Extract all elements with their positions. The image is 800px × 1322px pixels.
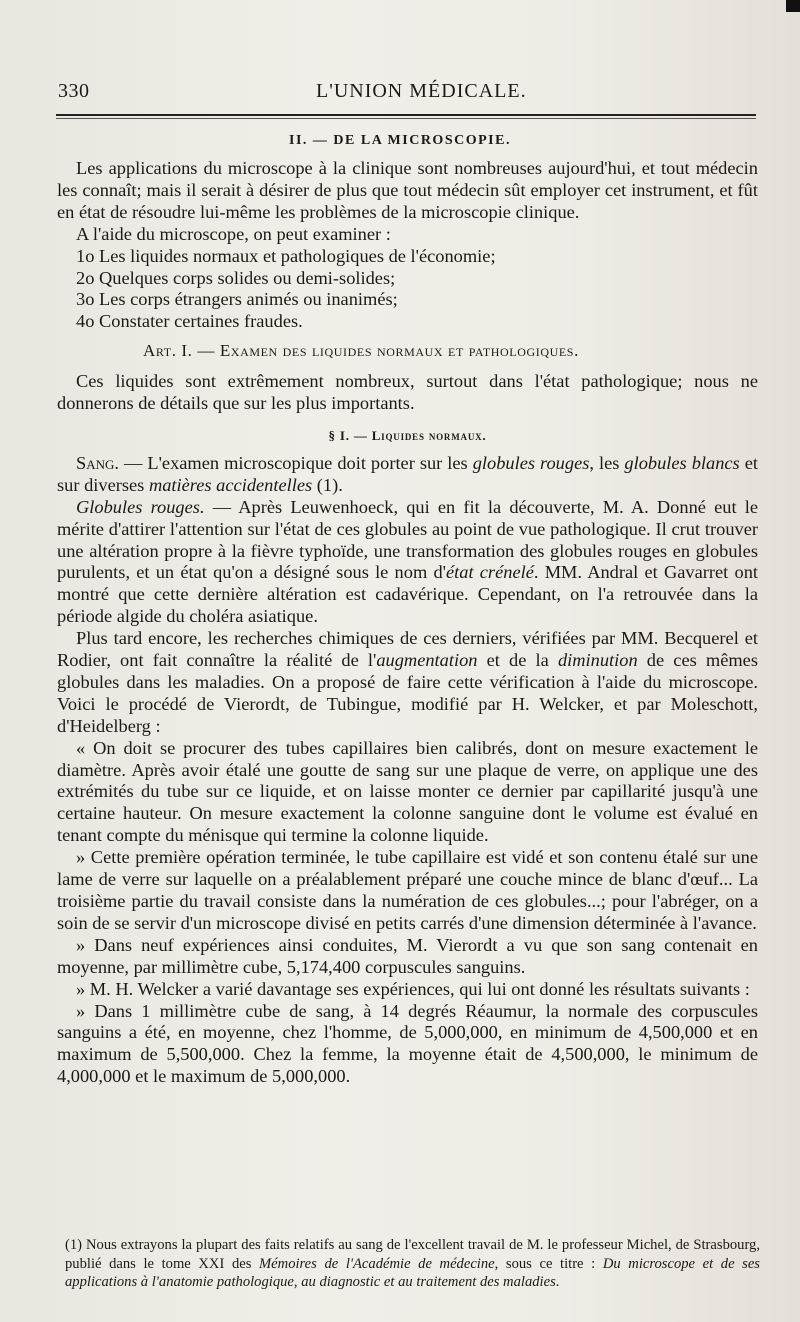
- plus-tard-paragraph: [57, 628, 758, 738]
- quote-paragraph: » Dans neuf expériences ainsi conduites, M. Vierordt a vu que son sang contenait en moyenne, par millimètre cube, 5,174,400 corpuscules sanguins.: [57, 934, 758, 977]
- page-header: [58, 80, 758, 108]
- list-item: 1o Les liquides normaux et pathologiques de l'économie;: [76, 245, 496, 266]
- text-run: (1) Nous extrayons la plupart des faits relatifs au sang de l'excellent travail de M. le professeur Michel, de Strasbourg, publié dans le tome XXI des: [65, 1237, 760, 1272]
- footnote-text: [65, 1236, 760, 1292]
- globules-label: Globules rouges.: [76, 496, 205, 517]
- article-title: Examen des liquides normaux et pathologiques.: [219, 341, 579, 361]
- quote-paragraph: « On doit se procurer des tubes capillaires bien calibrés, dont on mesure exactement le diamètre. Après avoir étalé une goutte de sang sur une plaque de verre, on applique une des extrémités du tube sur ce liquide, et on laisse monter ce dernier par capillarité jusqu'à une certaine hauteur. On mesure exactement la colonne sanguine dont le volume est évalué en tenant compte du ménisque qui termine la colonne liquide.: [57, 737, 758, 846]
- list-item: 2o Quelques corps solides ou demi-solides;: [76, 267, 396, 288]
- quote-paragraph: » Cette première opération terminée, le tube capillaire est vidé et son contenu étalé sur une lame de verre sur laquelle on a préalablement préparé une couche mince de blanc d'œuf... La troisième partie du travail consiste dans la numération de ces globules...; pour l'abréger, on a soin de se servir d'un microscope divisé en petits carrés d'une dimension déterminée à l'avance.: [57, 847, 758, 933]
- article-paragraph: Ces liquides sont extrêmement nombreux, surtout dans l'état pathologique; nous ne donnerons de détails que sur les plus importants.: [57, 371, 758, 414]
- list-item: 4o Constater certaines fraudes.: [76, 311, 303, 332]
- text-run: — Après Leuwenhoeck, qui en fit la découverte, M. A. Donné eut le mérite d'attirer l'attention sur l'état de ces globules au point de vue pathologique. Il crut trouver une altération propre à la fièvre typhoïde, une transformation des globules rouges en globules purulents, et un état qu'on a désigné sous le nom d': [57, 496, 758, 583]
- header-rule-thin: [56, 118, 756, 119]
- page-number: 330: [58, 80, 90, 102]
- header-rule: [56, 114, 756, 116]
- text-run: .: [555, 1274, 560, 1291]
- quote-paragraph: » Dans 1 millimètre cube de sang, à 14 degrés Réaumur, la normale des corpuscules sanguins a été, en moyenne, chez l'homme, de 5,000,000, en minimum de 4,500,000 et en maximum de 5,500,000. Chez la femme, la moyenne était de 4,500,000, le minimum de 4,000,000 et le maximum de 5,000,000.: [57, 1000, 758, 1087]
- emphasis: matières accidentelles: [148, 474, 313, 495]
- emphasis: Du microscope et de ses applications à l'anatomie pathologique, au diagnostic et au traitement des maladies: [65, 1255, 760, 1291]
- intro-paragraph-2: A l'aide du microscope, on peut examiner :: [76, 223, 391, 244]
- article-heading: [57, 340, 758, 362]
- text-run: , sous ce titre :: [494, 1255, 603, 1272]
- emphasis: augmentation: [376, 650, 478, 671]
- section-heading: II. — DE LA MICROSCOPIE.: [289, 133, 511, 148]
- emphasis: Mémoires de l'Académie de médecine: [259, 1255, 495, 1272]
- emphasis: diminution: [557, 650, 638, 671]
- emphasis: globules blancs: [624, 452, 740, 473]
- running-title: L'UNION MÉDICALE.: [316, 80, 527, 102]
- intro-paragraph: Les applications du microscope à la clinique sont nombreuses aujourd'hui, et tout médecin les connaît; mais il serait à désirer de plus que tout médecin sût employer cet instrument, et fût en état de résoudre lui-même les problèmes de la microscopie clinique.: [57, 158, 758, 222]
- text-run: , les: [589, 452, 625, 473]
- footnote: [65, 1236, 760, 1292]
- text-run: et de la: [477, 650, 558, 671]
- text-run: (1).: [312, 474, 343, 495]
- text-run: Plus tard encore, les recherches chimiques de ces derniers, vérifiées par MM. Becquerel et Rodier, ont fait connaître la réalité de l': [57, 628, 758, 671]
- emphasis: état crénelé: [445, 562, 534, 583]
- list-item: 3o Les corps étrangers animés ou inanimés;: [76, 289, 398, 310]
- text-run: . MM. Andral et Gavarret ont montré que cette dernière altération est cadavérique. Cependant, on l'a retrouvée dans la période algide du choléra asiatique.: [57, 562, 758, 627]
- article-dash: —: [192, 341, 220, 361]
- scan-corner-mark: [786, 0, 800, 12]
- emphasis: globules rouges: [472, 452, 590, 473]
- body-text: [57, 158, 758, 1088]
- quote-paragraph: » M. H. Welcker a varié davantage ses expériences, qui lui ont donné les résultats suivants :: [76, 978, 750, 999]
- article-label: Art. I.: [143, 341, 193, 361]
- subsection-heading: § I. — Liquides normaux.: [328, 427, 487, 443]
- text-run: et sur diverses: [57, 452, 758, 495]
- text-run: de ces mêmes globules dans les maladies. On a proposé de faire cette vérification à l'aide du microscope. Voici le procédé de Vierordt, de Tubingue, modifié par H. Welcker, et par Moleschott, d'Heidelberg :: [57, 650, 758, 736]
- globules-paragraph: [57, 497, 758, 628]
- sang-label: Sang.: [76, 452, 119, 473]
- sang-paragraph: [57, 453, 758, 497]
- text-run: — L'examen microscopique doit porter sur les: [119, 452, 473, 473]
